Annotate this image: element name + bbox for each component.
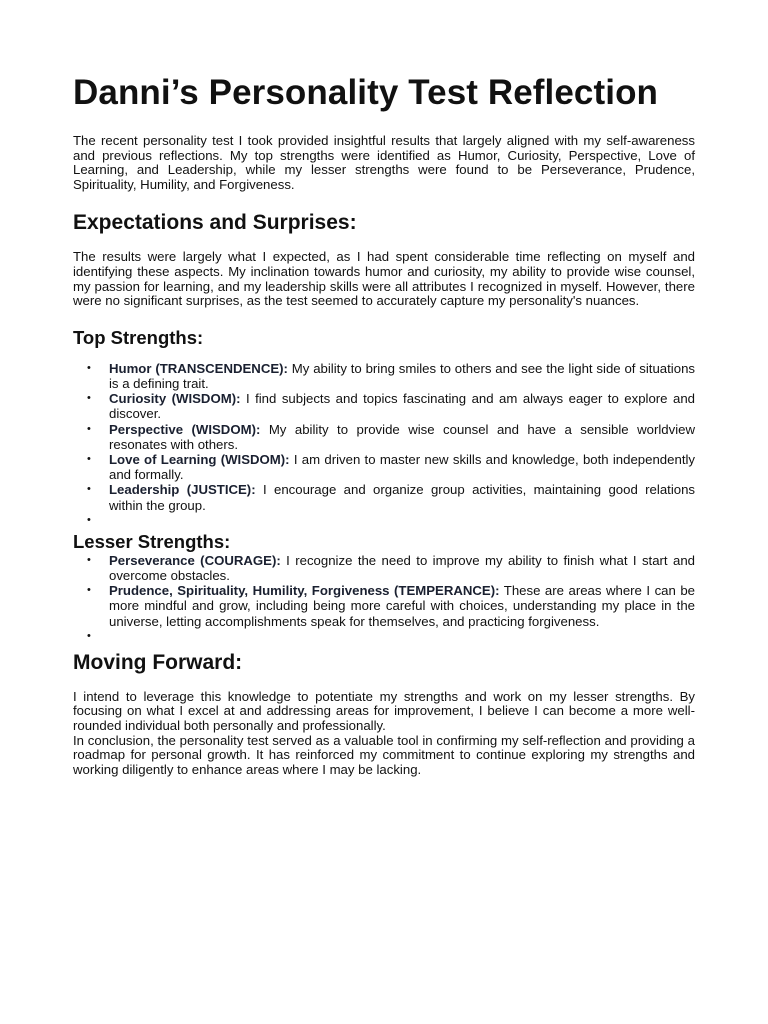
strength-label: Perseverance (COURAGE): [109,552,281,568]
lesser-strengths-heading: Lesser Strengths: [73,530,231,552]
strength-text: These are areas where I can be more mindful and grow, including being more careful with choices, understanding my place in the universe, letting accomplishments speak for themselves, and practicing forgiveness. [109,583,695,629]
lesser-strengths-list [73,553,695,644]
list-item [73,553,695,583]
bullet-icon: • [87,361,91,374]
strength-label: Leadership (JUSTICE): [109,482,256,498]
strength-label: Humor (TRANSCENDENCE): [109,360,288,376]
strength-label: Prudence, Spirituality, Humility, Forgiveness (TEMPERANCE): [109,583,500,599]
list-item [73,482,695,512]
empty-list-item [73,629,695,644]
strength-text: I am driven to master new skills and knowledge, both independently and formally. [109,451,696,483]
bullet-icon: • [87,452,91,465]
bullet-icon: • [87,483,91,496]
moving-forward-heading: Moving Forward: [73,650,243,674]
bullet-icon: • [87,629,91,642]
expectations-paragraph: The results were largely what I expected, as I had spent considerable time reflecting on myself and identifying these aspects. My inclination towards humor and curiosity, my ability to provide wise counsel, my passion for learning, and my leadership skills were all attributes I recognized in myself. However, there were no significant surprises, as the test seemed to accurately capture my personality's nuances. [73,249,695,309]
strength-label: Love of Learning (WISDOM): [109,451,290,467]
strength-text: I find subjects and topics fascinating and am always eager to explore and discover. [109,391,695,422]
top-strengths-list [73,361,695,528]
list-item [73,583,695,629]
top-strengths-heading: Top Strengths: [73,326,204,348]
strength-text: My ability to provide wise counsel and have a sensible worldview resonates with others. [109,421,695,452]
bullet-icon: • [87,422,91,435]
list-item [73,422,695,452]
bullet-icon: • [87,553,91,566]
list-item [73,361,695,391]
strength-text: I encourage and organize group activities, maintaining good relations within the group. [109,482,696,513]
list-item [73,391,695,421]
list-item [73,452,695,482]
intro-paragraph: The recent personality test I took provided insightful results that largely aligned with my self-awareness and previous reflections. My top strengths were identified as Humor, Curiosity, Perspective, Love of Learning, and Leadership, while my lesser strengths were found to be Perseverance, Prudence, Spirituality, Humility, and Forgiveness. [73,133,695,192]
bullet-icon: • [87,513,91,526]
bullet-icon: • [87,584,91,597]
page-title: Danni’s Personality Test Reflection [73,73,659,112]
strength-text: I recognize the need to improve my ability to finish what I start and overcome obstacles. [109,552,695,583]
empty-list-item [73,513,695,528]
moving-forward-paragraph-1: I intend to leverage this knowledge to potentiate my strengths and work on my lesser strengths. By focusing on what I excel at and addressing areas for improvement, I believe I can become a more well-rounded individual both personally and professionally. [73,688,695,733]
document-page [73,0,695,777]
strength-label: Curiosity (WISDOM): [109,391,241,407]
bullet-icon: • [87,392,91,405]
strength-label: Perspective (WISDOM): [109,421,261,437]
strength-text: My ability to bring smiles to others and see the light side of situations is a defining trait. [109,360,695,391]
expectations-heading: Expectations and Surprises: [73,211,357,235]
moving-forward-paragraph-2: In conclusion, the personality test served as a valuable tool in confirming my self-reflection and providing a roadmap for personal growth. It has reinforced my commitment to continue exploring my strengths and working diligently to enhance areas where I may be lacking. [73,732,695,777]
